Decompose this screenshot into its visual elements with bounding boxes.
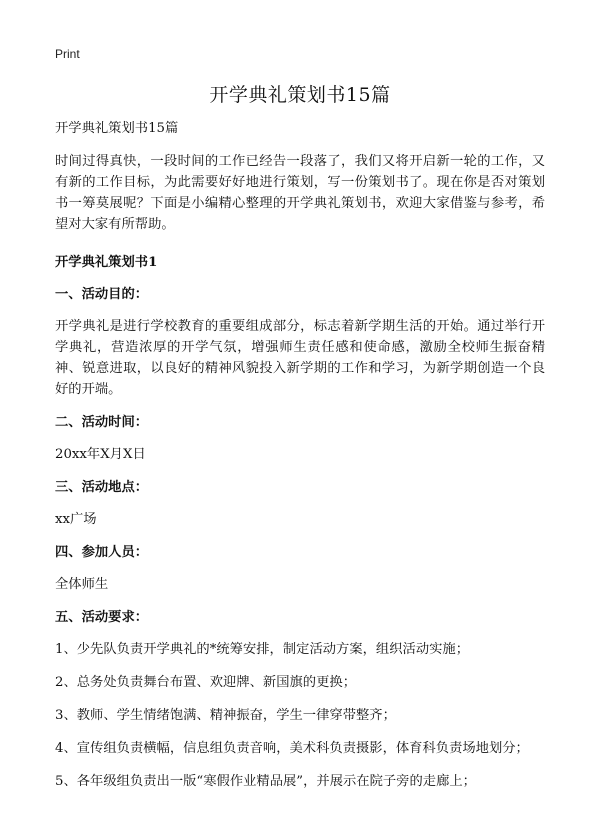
requirement-item: 2、总务处负责舞台布置、欢迎牌、新国旗的更换； bbox=[55, 675, 356, 690]
requirement-item: 4、宣传组负责横幅，信息组负责音响，美术科负责摄影，体育科负责场地划分； bbox=[55, 741, 529, 756]
requirement-item: 3、教师、学生情绪饱满、精神振奋，学生一律穿带整齐； bbox=[55, 708, 396, 723]
time-text: 20xx年X月X日 bbox=[55, 447, 146, 462]
section-heading-requirements: 五、活动要求： bbox=[55, 610, 149, 625]
place-text: xx广场 bbox=[55, 512, 97, 527]
requirement-item: 1、少先队负责开学典礼的*统筹安排，制定活动方案，组织活动实施； bbox=[55, 642, 470, 657]
section-heading-people: 四、参加人员： bbox=[55, 545, 149, 560]
document-subtitle: 开学典礼策划书15篇 bbox=[55, 121, 179, 136]
people-text: 全体师生 bbox=[55, 577, 109, 592]
section-heading-time: 二、活动时间： bbox=[55, 415, 149, 430]
print-link[interactable]: Print bbox=[55, 47, 80, 61]
section-heading-purpose: 一、活动目的： bbox=[55, 287, 149, 302]
purpose-paragraph: 开学典礼是进行学校教育的重要组成部分，标志着新学期生活的开始。通过举行开学典礼，营造浓厚的开学气氛，增强师生责任感和使命感，激励全校师生振奋精神、锐意进取，以良好的精神风貌投入新学期的工作和学习，为新学期创造一个良好的开端。 bbox=[55, 319, 545, 397]
requirement-item: 5、各年级组负责出一版“寒假作业精品展”，并展示在院子旁的走廊上； bbox=[55, 774, 476, 789]
section-heading-place: 三、活动地点： bbox=[55, 480, 149, 495]
intro-paragraph: 时间过得真快，一段时间的工作已经告一段落了，我们又将开启新一轮的工作，又有新的工作目标，为此需要好好地进行策划，写一份策划书了。现在你是否对策划书一筹莫展呢？下面是小编精心整理的开学典礼策划书，欢迎大家借鉴与参考，希望对大家有所帮助。 bbox=[55, 154, 545, 232]
page-title: 开学典礼策划书15篇 bbox=[209, 84, 391, 106]
document-body bbox=[55, 118, 545, 804]
article-heading: 开学典礼策划书1 bbox=[55, 255, 158, 270]
